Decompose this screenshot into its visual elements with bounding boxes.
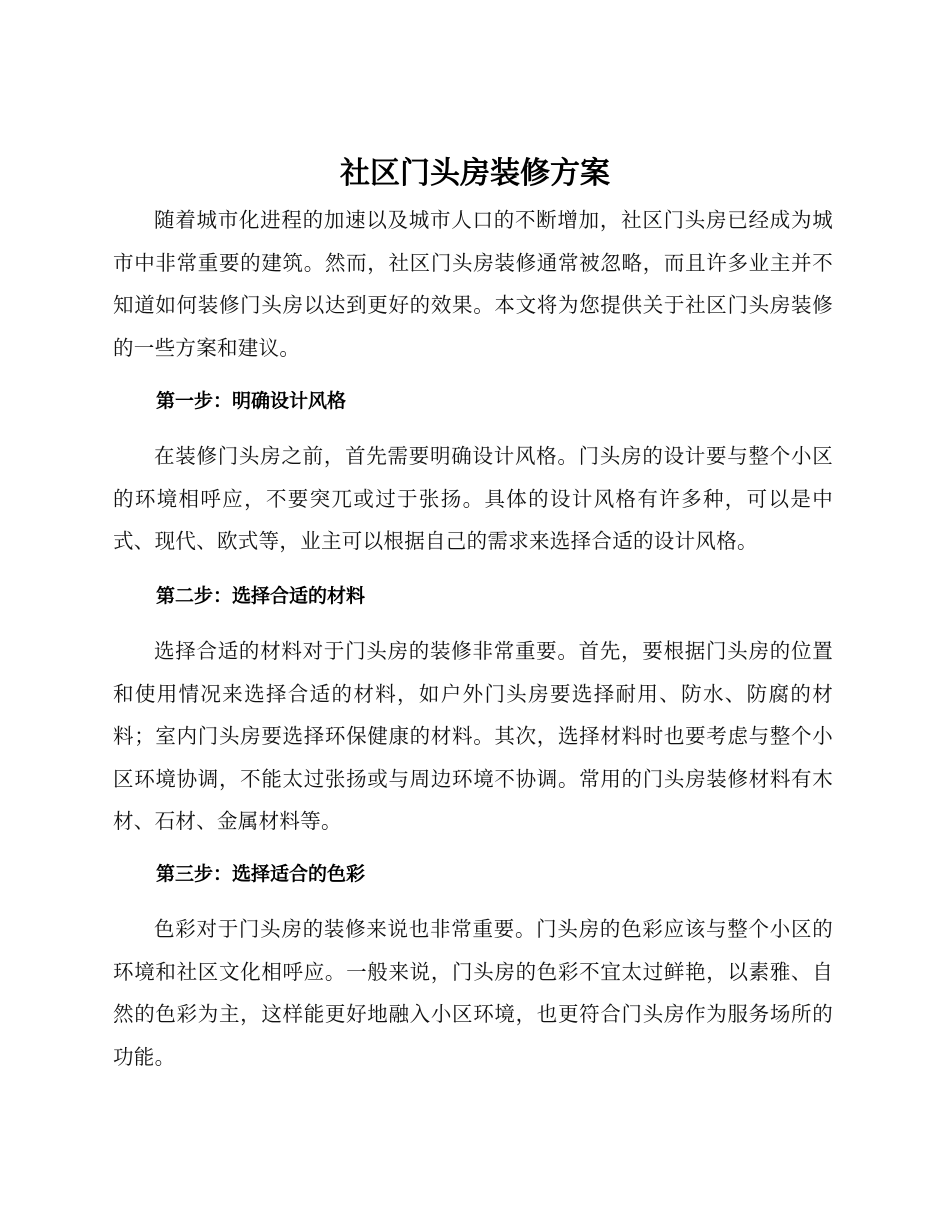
intro-paragraph: 随着城市化进程的加速以及城市人口的不断增加，社区门头房已经成为城市中非常重要的建筑。然而，社区门头房装修通常被忽略，而且许多业主并不知道如何装修门头房以达到更好的效果。本文将为您提供关于社区门头房装修的一些方案和建议。 bbox=[113, 208, 833, 360]
document-title: 社区门头房装修方案 bbox=[340, 156, 610, 191]
section-heading-step3: 第三步：选择适合的色彩 bbox=[156, 863, 366, 885]
section-paragraph-step2: 选择合适的材料对于门头房的装修非常重要。首先，要根据门头房的位置和使用情况来选择合适的材料，如户外门头房要选择耐用、防水、防腐的材料；室内门头房要选择环保健康的材料。其次，选择材料时也要考虑与整个小区环境协调，不能太过张扬或与周边环境不协调。常用的门头房装修材料有木材、石材、金属材料等。 bbox=[113, 639, 833, 833]
section-heading-step1: 第一步：明确设计风格 bbox=[156, 390, 347, 412]
section-heading-step2: 第二步：选择合适的材料 bbox=[156, 585, 366, 607]
section-paragraph-step3: 色彩对于门头房的装修来说也非常重要。门头房的色彩应该与整个小区的环境和社区文化相呼应。一般来说，门头房的色彩不宜太过鲜艳，以素雅、自然的色彩为主，这样能更好地融入小区环境，也更符合门头房作为服务场所的功能。 bbox=[113, 917, 833, 1069]
section-paragraph-step1: 在装修门头房之前，首先需要明确设计风格。门头房的设计要与整个小区的环境相呼应，不要突兀或过于张扬。具体的设计风格有许多种，可以是中式、现代、欧式等，业主可以根据自己的需求来选择合适的设计风格。 bbox=[113, 444, 833, 553]
